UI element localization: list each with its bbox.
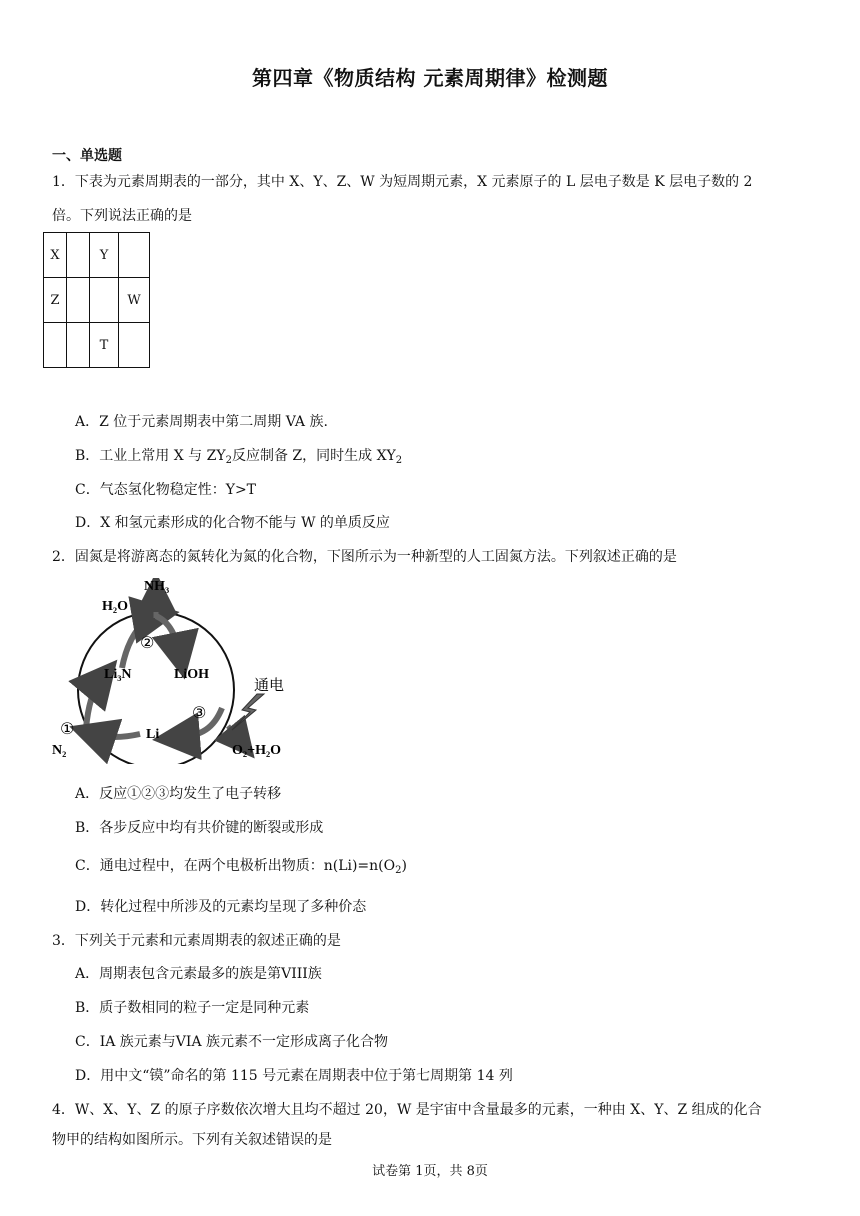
table-cell bbox=[90, 278, 119, 323]
table-cell bbox=[44, 323, 67, 368]
label-lioh: LiOH bbox=[174, 667, 210, 682]
q1-option-d: D．X 和氢元素形成的化合物不能与 W 的单质反应 bbox=[75, 515, 390, 531]
q1-option-a: A．Z 位于元素周期表中第二周期 VA 族. bbox=[75, 414, 328, 430]
q4-stem-line1: 4．W、X、Y、Z 的原子序数依次增大且均不超过 20，W 是宇宙中含量最多的元素，一种由 X、Y、Z 组成的化合 bbox=[52, 1102, 762, 1118]
q1-stem-line1: 1．下表为元素周期表的一部分，其中 X、Y、Z、W 为短周期元素，X 元素原子的 L 层电子数是 K 层电子数的 2 bbox=[52, 174, 753, 190]
label-li: Li bbox=[146, 727, 160, 742]
q1-option-b-pre: B．工业上常用 X 与 ZY bbox=[75, 448, 226, 464]
q3-option-b: B．质子数相同的粒子一定是同种元素 bbox=[75, 1000, 310, 1016]
q3-stem: 3．下列关于元素和元素周期表的叙述正确的是 bbox=[52, 933, 341, 949]
q2-option-b: B．各步反应中均有共价键的断裂或形成 bbox=[75, 820, 324, 836]
label-h2o: H₂O bbox=[102, 599, 128, 614]
arrow-to-lioh bbox=[156, 616, 180, 656]
table-cell bbox=[67, 278, 90, 323]
q1-stem-line2: 倍。下列说法正确的是 bbox=[52, 208, 192, 224]
table-cell: Y bbox=[90, 233, 119, 278]
label-step1: ① bbox=[60, 719, 75, 738]
label-li3n: Li₃N bbox=[104, 667, 132, 682]
table-cell: T bbox=[90, 323, 119, 368]
q3-option-c: C．IA 族元素与VIA 族元素不一定形成离子化合物 bbox=[75, 1034, 389, 1050]
arrow-to-o2 bbox=[228, 726, 242, 743]
q1-option-c: C．气态氢化物稳定性：Y>T bbox=[75, 482, 257, 498]
label-n2: N₂ bbox=[52, 743, 67, 758]
q2-option-d: D．转化过程中所涉及的元素均呈现了多种价态 bbox=[75, 899, 367, 915]
q1-option-b bbox=[75, 446, 402, 471]
subscript: 2 bbox=[225, 455, 232, 466]
q3-option-a: A．周期表包含元素最多的族是第VIII族 bbox=[75, 966, 322, 982]
table-cell bbox=[119, 233, 150, 278]
page-title: 第四章《物质结构 元素周期律》检测题 bbox=[252, 66, 608, 90]
label-step3: ③ bbox=[192, 703, 207, 722]
arrow-n2-to-li3n bbox=[86, 678, 102, 728]
page-footer: 试卷第 1页，共 8页 bbox=[372, 1164, 488, 1179]
arrow-li-to-start bbox=[92, 734, 140, 737]
table-cell bbox=[67, 323, 90, 368]
label-electrolysis: 通电 bbox=[254, 676, 285, 694]
table-cell bbox=[67, 233, 90, 278]
table-cell: X bbox=[44, 233, 67, 278]
label-nh3: NH₃ bbox=[144, 579, 170, 594]
q4-stem-line2: 物甲的结构如图所示。下列有关叙述错误的是 bbox=[52, 1132, 332, 1148]
nitrogen-fixation-diagram bbox=[52, 578, 302, 764]
table-cell: Z bbox=[44, 278, 67, 323]
q3-option-d: D．用中文“镆”命名的第 115 号元素在周期表中位于第七周期第 14 列 bbox=[75, 1068, 513, 1084]
q2-option-c bbox=[75, 856, 407, 881]
table-cell bbox=[119, 323, 150, 368]
q1-option-b-mid: 反应制备 Z，同时生成 XY bbox=[231, 448, 396, 464]
q2-stem: 2．固氮是将游离态的氮转化为氮的化合物，下图所示为一种新型的人工固氮方法。下列叙述正确的是 bbox=[52, 549, 677, 565]
section-heading: 一、单选题 bbox=[52, 148, 122, 164]
subscript: 2 bbox=[395, 455, 403, 466]
label-step2: ② bbox=[140, 633, 155, 652]
periodic-table-fragment bbox=[43, 232, 150, 368]
lightning-bolt-icon bbox=[232, 694, 264, 730]
q2-option-c-end: ) bbox=[401, 858, 407, 874]
label-o2-h2o: O₂+H₂O bbox=[232, 743, 282, 758]
table-cell: W bbox=[119, 278, 150, 323]
q2-option-a: A．反应①②③均发生了电子转移 bbox=[75, 786, 282, 802]
subscript: 2 bbox=[395, 865, 402, 876]
q2-option-c-formula: n(Li)=n(O bbox=[323, 858, 396, 874]
q2-option-c-pre: C．通电过程中，在两个电极析出物质： bbox=[75, 858, 324, 874]
